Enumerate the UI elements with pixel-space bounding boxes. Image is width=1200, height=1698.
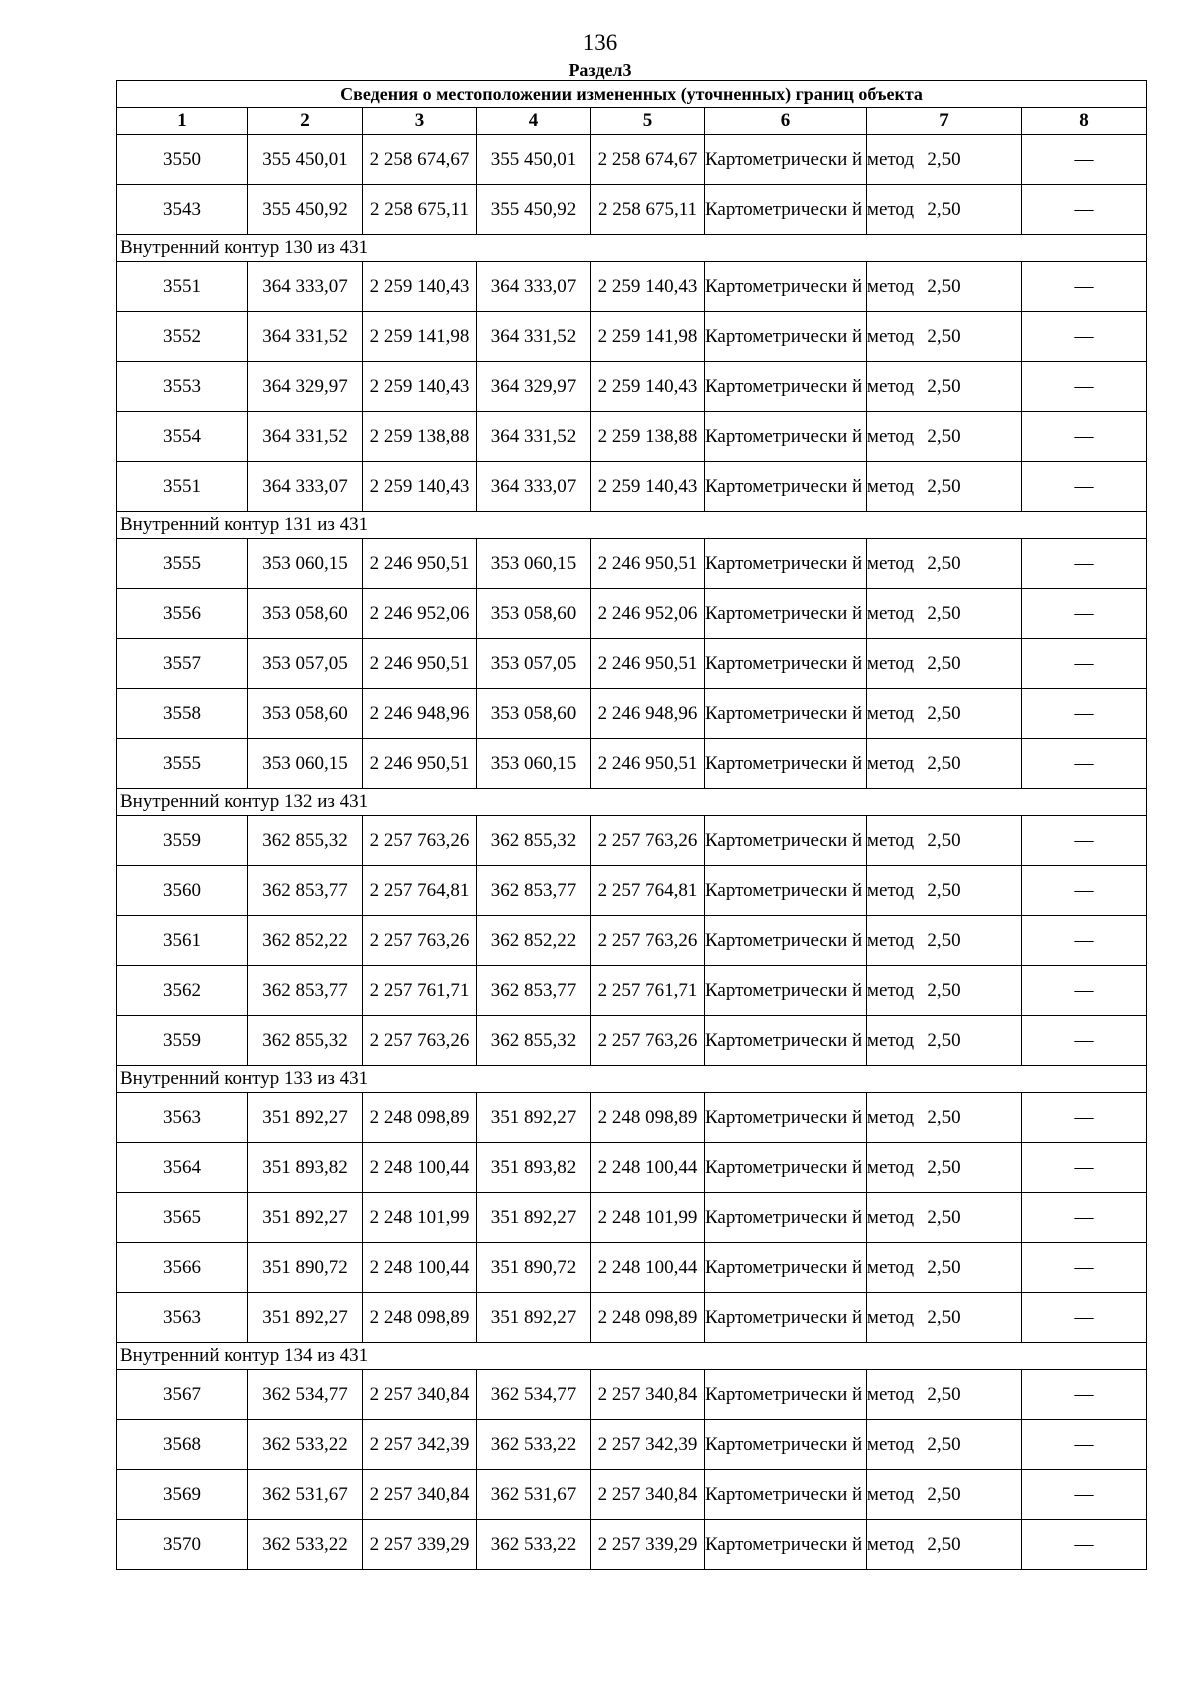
point-number-cell: 3563: [117, 1093, 248, 1143]
determination-method-cell: Картометрически й метод: [705, 185, 867, 235]
description-cell: —: [1022, 1470, 1147, 1520]
x-coordinate-cell: 353 057,05: [477, 639, 591, 689]
accuracy-cell: 2,50: [867, 312, 1022, 362]
description-cell: —: [1022, 739, 1147, 789]
description-cell: —: [1022, 1520, 1147, 1570]
column-number: 4: [477, 108, 591, 135]
y-coordinate-cell: 2 257 763,26: [591, 916, 705, 966]
x-coordinate-cell: 351 892,27: [477, 1093, 591, 1143]
table-row: [117, 966, 1147, 1016]
y-coordinate-cell: 2 257 342,39: [591, 1420, 705, 1470]
y-coordinate-cell: 2 258 674,67: [591, 135, 705, 185]
table-row: [117, 689, 1147, 739]
accuracy-cell: 2,50: [867, 916, 1022, 966]
y-coordinate-cell: 2 257 340,84: [591, 1370, 705, 1420]
y-coordinate-cell: 2 259 138,88: [363, 412, 477, 462]
y-coordinate-cell: 2 257 340,84: [363, 1370, 477, 1420]
column-number: 7: [867, 108, 1022, 135]
x-coordinate-cell: 362 533,22: [477, 1520, 591, 1570]
determination-method-cell: Картометрически й метод: [705, 1293, 867, 1343]
point-number-cell: 3551: [117, 462, 248, 512]
y-coordinate-cell: 2 257 761,71: [591, 966, 705, 1016]
accuracy-cell: 2,50: [867, 362, 1022, 412]
table-caption: Сведения о местоположении измененных (уточненных) границ объекта: [117, 81, 1147, 108]
description-cell: —: [1022, 916, 1147, 966]
accuracy-cell: 2,50: [867, 1143, 1022, 1193]
determination-method-cell: Картометрически й метод: [705, 1470, 867, 1520]
point-number-cell: 3562: [117, 966, 248, 1016]
accuracy-cell: 2,50: [867, 1420, 1022, 1470]
x-coordinate-cell: 362 852,22: [248, 916, 363, 966]
determination-method-cell: Картометрически й метод: [705, 1016, 867, 1066]
x-coordinate-cell: 353 057,05: [248, 639, 363, 689]
accuracy-cell: 2,50: [867, 1370, 1022, 1420]
column-number: 1: [117, 108, 248, 135]
point-number-cell: 3550: [117, 135, 248, 185]
y-coordinate-cell: 2 257 763,26: [591, 816, 705, 866]
y-coordinate-cell: 2 259 140,43: [591, 362, 705, 412]
accuracy-cell: 2,50: [867, 262, 1022, 312]
determination-method-cell: Картометрически й метод: [705, 966, 867, 1016]
y-coordinate-cell: 2 259 141,98: [363, 312, 477, 362]
table-body: [117, 135, 1147, 1570]
description-cell: —: [1022, 1293, 1147, 1343]
y-coordinate-cell: 2 259 138,88: [591, 412, 705, 462]
y-coordinate-cell: 2 248 100,44: [591, 1243, 705, 1293]
y-coordinate-cell: 2 257 761,71: [363, 966, 477, 1016]
x-coordinate-cell: 362 531,67: [477, 1470, 591, 1520]
description-cell: —: [1022, 1093, 1147, 1143]
y-coordinate-cell: 2 246 952,06: [363, 589, 477, 639]
table-row: [117, 1143, 1147, 1193]
point-number-cell: 3568: [117, 1420, 248, 1470]
y-coordinate-cell: 2 248 100,44: [363, 1143, 477, 1193]
table-row: [117, 135, 1147, 185]
determination-method-cell: Картометрически й метод: [705, 1420, 867, 1470]
description-cell: —: [1022, 262, 1147, 312]
x-coordinate-cell: 353 060,15: [477, 539, 591, 589]
x-coordinate-cell: 355 450,92: [477, 185, 591, 235]
determination-method-cell: Картометрически й метод: [705, 1520, 867, 1570]
description-cell: —: [1022, 1143, 1147, 1193]
table-row: [117, 1470, 1147, 1520]
x-coordinate-cell: 351 892,27: [248, 1293, 363, 1343]
y-coordinate-cell: 2 257 763,26: [363, 1016, 477, 1066]
determination-method-cell: Картометрически й метод: [705, 312, 867, 362]
accuracy-cell: 2,50: [867, 1243, 1022, 1293]
x-coordinate-cell: 351 890,72: [248, 1243, 363, 1293]
point-number-cell: 3557: [117, 639, 248, 689]
y-coordinate-cell: 2 259 140,43: [363, 262, 477, 312]
accuracy-cell: 2,50: [867, 135, 1022, 185]
point-number-cell: 3555: [117, 739, 248, 789]
description-cell: —: [1022, 589, 1147, 639]
x-coordinate-cell: 351 893,82: [248, 1143, 363, 1193]
y-coordinate-cell: 2 248 098,89: [591, 1093, 705, 1143]
determination-method-cell: Картометрически й метод: [705, 589, 867, 639]
y-coordinate-cell: 2 257 763,26: [591, 1016, 705, 1066]
contour-label: Внутренний контур 130 из 431: [117, 235, 1147, 262]
accuracy-cell: 2,50: [867, 462, 1022, 512]
description-cell: —: [1022, 816, 1147, 866]
point-number-cell: 3560: [117, 866, 248, 916]
table-row: [117, 1243, 1147, 1293]
determination-method-cell: Картометрически й метод: [705, 135, 867, 185]
y-coordinate-cell: 2 248 100,44: [363, 1243, 477, 1293]
determination-method-cell: Картометрически й метод: [705, 1370, 867, 1420]
column-number-row: [117, 108, 1147, 135]
x-coordinate-cell: 362 534,77: [477, 1370, 591, 1420]
y-coordinate-cell: 2 257 764,81: [591, 866, 705, 916]
y-coordinate-cell: 2 257 764,81: [363, 866, 477, 916]
description-cell: —: [1022, 689, 1147, 739]
description-cell: —: [1022, 462, 1147, 512]
x-coordinate-cell: 351 890,72: [477, 1243, 591, 1293]
description-cell: —: [1022, 1370, 1147, 1420]
y-coordinate-cell: 2 246 950,51: [363, 539, 477, 589]
x-coordinate-cell: 351 892,27: [477, 1193, 591, 1243]
determination-method-cell: Картометрически й метод: [705, 262, 867, 312]
x-coordinate-cell: 353 058,60: [248, 589, 363, 639]
y-coordinate-cell: 2 246 950,51: [363, 739, 477, 789]
accuracy-cell: 2,50: [867, 689, 1022, 739]
y-coordinate-cell: 2 246 950,51: [591, 739, 705, 789]
y-coordinate-cell: 2 248 101,99: [591, 1193, 705, 1243]
point-number-cell: 3559: [117, 1016, 248, 1066]
determination-method-cell: Картометрически й метод: [705, 462, 867, 512]
description-cell: —: [1022, 185, 1147, 235]
point-number-cell: 3551: [117, 262, 248, 312]
x-coordinate-cell: 362 533,22: [248, 1420, 363, 1470]
x-coordinate-cell: 353 058,60: [248, 689, 363, 739]
contour-label: Внутренний контур 131 из 431: [117, 512, 1147, 539]
x-coordinate-cell: 362 853,77: [248, 966, 363, 1016]
point-number-cell: 3558: [117, 689, 248, 739]
table-row: [117, 185, 1147, 235]
table-row: [117, 362, 1147, 412]
page-number: 136: [582, 30, 618, 55]
x-coordinate-cell: 364 331,52: [477, 312, 591, 362]
x-coordinate-cell: 362 533,22: [248, 1520, 363, 1570]
y-coordinate-cell: 2 259 141,98: [591, 312, 705, 362]
x-coordinate-cell: 364 333,07: [477, 262, 591, 312]
table-row: [117, 1420, 1147, 1470]
description-cell: —: [1022, 539, 1147, 589]
contour-label: Внутренний контур 134 из 431: [117, 1343, 1147, 1370]
point-number-cell: 3565: [117, 1193, 248, 1243]
contour-heading-row: [117, 512, 1147, 539]
description-cell: —: [1022, 639, 1147, 689]
description-cell: —: [1022, 1016, 1147, 1066]
point-number-cell: 3564: [117, 1143, 248, 1193]
point-number-cell: 3570: [117, 1520, 248, 1570]
x-coordinate-cell: 355 450,92: [248, 185, 363, 235]
section-title: Раздел3: [568, 60, 632, 80]
determination-method-cell: Картометрически й метод: [705, 916, 867, 966]
y-coordinate-cell: 2 259 140,43: [591, 462, 705, 512]
table-row: [117, 866, 1147, 916]
description-cell: —: [1022, 1243, 1147, 1293]
y-coordinate-cell: 2 248 101,99: [363, 1193, 477, 1243]
description-cell: —: [1022, 362, 1147, 412]
accuracy-cell: 2,50: [867, 1520, 1022, 1570]
y-coordinate-cell: 2 248 098,89: [363, 1293, 477, 1343]
point-number-cell: 3555: [117, 539, 248, 589]
y-coordinate-cell: 2 257 339,29: [363, 1520, 477, 1570]
y-coordinate-cell: 2 257 763,26: [363, 816, 477, 866]
determination-method-cell: Картометрически й метод: [705, 739, 867, 789]
accuracy-cell: 2,50: [867, 1193, 1022, 1243]
x-coordinate-cell: 353 060,15: [477, 739, 591, 789]
accuracy-cell: 2,50: [867, 1016, 1022, 1066]
point-number-cell: 3569: [117, 1470, 248, 1520]
determination-method-cell: Картометрически й метод: [705, 1193, 867, 1243]
accuracy-cell: 2,50: [867, 639, 1022, 689]
contour-label: Внутренний контур 133 из 431: [117, 1066, 1147, 1093]
y-coordinate-cell: 2 246 950,51: [591, 639, 705, 689]
y-coordinate-cell: 2 248 100,44: [591, 1143, 705, 1193]
x-coordinate-cell: 362 853,77: [248, 866, 363, 916]
determination-method-cell: Картометрически й метод: [705, 639, 867, 689]
table-row: [117, 1016, 1147, 1066]
point-number-cell: 3554: [117, 412, 248, 462]
table-row: [117, 312, 1147, 362]
contour-heading-row: [117, 235, 1147, 262]
x-coordinate-cell: 362 855,32: [477, 816, 591, 866]
description-cell: —: [1022, 966, 1147, 1016]
point-number-cell: 3567: [117, 1370, 248, 1420]
x-coordinate-cell: 351 892,27: [477, 1293, 591, 1343]
y-coordinate-cell: 2 259 140,43: [591, 262, 705, 312]
accuracy-cell: 2,50: [867, 739, 1022, 789]
x-coordinate-cell: 362 853,77: [477, 866, 591, 916]
table-row: [117, 462, 1147, 512]
determination-method-cell: Картометрически й метод: [705, 866, 867, 916]
determination-method-cell: Картометрически й метод: [705, 689, 867, 739]
y-coordinate-cell: 2 258 675,11: [363, 185, 477, 235]
column-number: 5: [591, 108, 705, 135]
y-coordinate-cell: 2 257 340,84: [591, 1470, 705, 1520]
accuracy-cell: 2,50: [867, 539, 1022, 589]
y-coordinate-cell: 2 246 950,51: [591, 539, 705, 589]
column-number: 2: [248, 108, 363, 135]
determination-method-cell: Картометрически й метод: [705, 816, 867, 866]
table-row: [117, 589, 1147, 639]
x-coordinate-cell: 355 450,01: [248, 135, 363, 185]
point-number-cell: 3543: [117, 185, 248, 235]
table-row: [117, 739, 1147, 789]
point-number-cell: 3553: [117, 362, 248, 412]
x-coordinate-cell: 362 852,22: [477, 916, 591, 966]
y-coordinate-cell: 2 258 674,67: [363, 135, 477, 185]
point-number-cell: 3561: [117, 916, 248, 966]
x-coordinate-cell: 351 892,27: [248, 1193, 363, 1243]
contour-heading-row: [117, 1066, 1147, 1093]
determination-method-cell: Картометрически й метод: [705, 539, 867, 589]
x-coordinate-cell: 364 333,07: [248, 262, 363, 312]
y-coordinate-cell: 2 258 675,11: [591, 185, 705, 235]
column-number: 8: [1022, 108, 1147, 135]
x-coordinate-cell: 364 333,07: [248, 462, 363, 512]
table-row: [117, 539, 1147, 589]
point-number-cell: 3552: [117, 312, 248, 362]
determination-method-cell: Картометрически й метод: [705, 412, 867, 462]
x-coordinate-cell: 362 531,67: [248, 1470, 363, 1520]
x-coordinate-cell: 364 331,52: [248, 312, 363, 362]
y-coordinate-cell: 2 257 339,29: [591, 1520, 705, 1570]
boundary-table: [116, 80, 1147, 1570]
accuracy-cell: 2,50: [867, 966, 1022, 1016]
table-row: [117, 1370, 1147, 1420]
accuracy-cell: 2,50: [867, 1293, 1022, 1343]
x-coordinate-cell: 355 450,01: [477, 135, 591, 185]
description-cell: —: [1022, 135, 1147, 185]
y-coordinate-cell: 2 248 098,89: [591, 1293, 705, 1343]
y-coordinate-cell: 2 257 763,26: [363, 916, 477, 966]
x-coordinate-cell: 364 333,07: [477, 462, 591, 512]
table-row: [117, 1193, 1147, 1243]
table-row: [117, 412, 1147, 462]
x-coordinate-cell: 351 892,27: [248, 1093, 363, 1143]
table-row: [117, 816, 1147, 866]
description-cell: —: [1022, 312, 1147, 362]
x-coordinate-cell: 362 853,77: [477, 966, 591, 1016]
column-number: 6: [705, 108, 867, 135]
contour-label: Внутренний контур 132 из 431: [117, 789, 1147, 816]
determination-method-cell: Картометрически й метод: [705, 362, 867, 412]
x-coordinate-cell: 364 331,52: [477, 412, 591, 462]
x-coordinate-cell: 353 058,60: [477, 689, 591, 739]
x-coordinate-cell: 353 060,15: [248, 539, 363, 589]
table-row: [117, 916, 1147, 966]
column-number: 3: [363, 108, 477, 135]
x-coordinate-cell: 362 855,32: [477, 1016, 591, 1066]
x-coordinate-cell: 353 058,60: [477, 589, 591, 639]
x-coordinate-cell: 364 329,97: [248, 362, 363, 412]
table-row: [117, 639, 1147, 689]
x-coordinate-cell: 353 060,15: [248, 739, 363, 789]
description-cell: —: [1022, 1193, 1147, 1243]
y-coordinate-cell: 2 259 140,43: [363, 462, 477, 512]
x-coordinate-cell: 362 855,32: [248, 1016, 363, 1066]
x-coordinate-cell: 364 329,97: [477, 362, 591, 412]
y-coordinate-cell: 2 246 950,51: [363, 639, 477, 689]
contour-heading-row: [117, 789, 1147, 816]
table-row: [117, 1293, 1147, 1343]
y-coordinate-cell: 2 257 340,84: [363, 1470, 477, 1520]
x-coordinate-cell: 351 893,82: [477, 1143, 591, 1193]
accuracy-cell: 2,50: [867, 866, 1022, 916]
determination-method-cell: Картометрически й метод: [705, 1093, 867, 1143]
table-row: [117, 1093, 1147, 1143]
y-coordinate-cell: 2 246 948,96: [591, 689, 705, 739]
y-coordinate-cell: 2 259 140,43: [363, 362, 477, 412]
description-cell: —: [1022, 866, 1147, 916]
description-cell: —: [1022, 1420, 1147, 1470]
y-coordinate-cell: 2 257 342,39: [363, 1420, 477, 1470]
table-row: [117, 1520, 1147, 1570]
accuracy-cell: 2,50: [867, 1470, 1022, 1520]
x-coordinate-cell: 362 855,32: [248, 816, 363, 866]
point-number-cell: 3559: [117, 816, 248, 866]
x-coordinate-cell: 362 533,22: [477, 1420, 591, 1470]
point-number-cell: 3563: [117, 1293, 248, 1343]
y-coordinate-cell: 2 248 098,89: [363, 1093, 477, 1143]
y-coordinate-cell: 2 246 952,06: [591, 589, 705, 639]
accuracy-cell: 2,50: [867, 412, 1022, 462]
accuracy-cell: 2,50: [867, 185, 1022, 235]
y-coordinate-cell: 2 246 948,96: [363, 689, 477, 739]
point-number-cell: 3556: [117, 589, 248, 639]
description-cell: —: [1022, 412, 1147, 462]
point-number-cell: 3566: [117, 1243, 248, 1293]
contour-heading-row: [117, 1343, 1147, 1370]
accuracy-cell: 2,50: [867, 589, 1022, 639]
x-coordinate-cell: 364 331,52: [248, 412, 363, 462]
accuracy-cell: 2,50: [867, 816, 1022, 866]
accuracy-cell: 2,50: [867, 1093, 1022, 1143]
table-row: [117, 262, 1147, 312]
determination-method-cell: Картометрически й метод: [705, 1143, 867, 1193]
determination-method-cell: Картометрически й метод: [705, 1243, 867, 1293]
x-coordinate-cell: 362 534,77: [248, 1370, 363, 1420]
